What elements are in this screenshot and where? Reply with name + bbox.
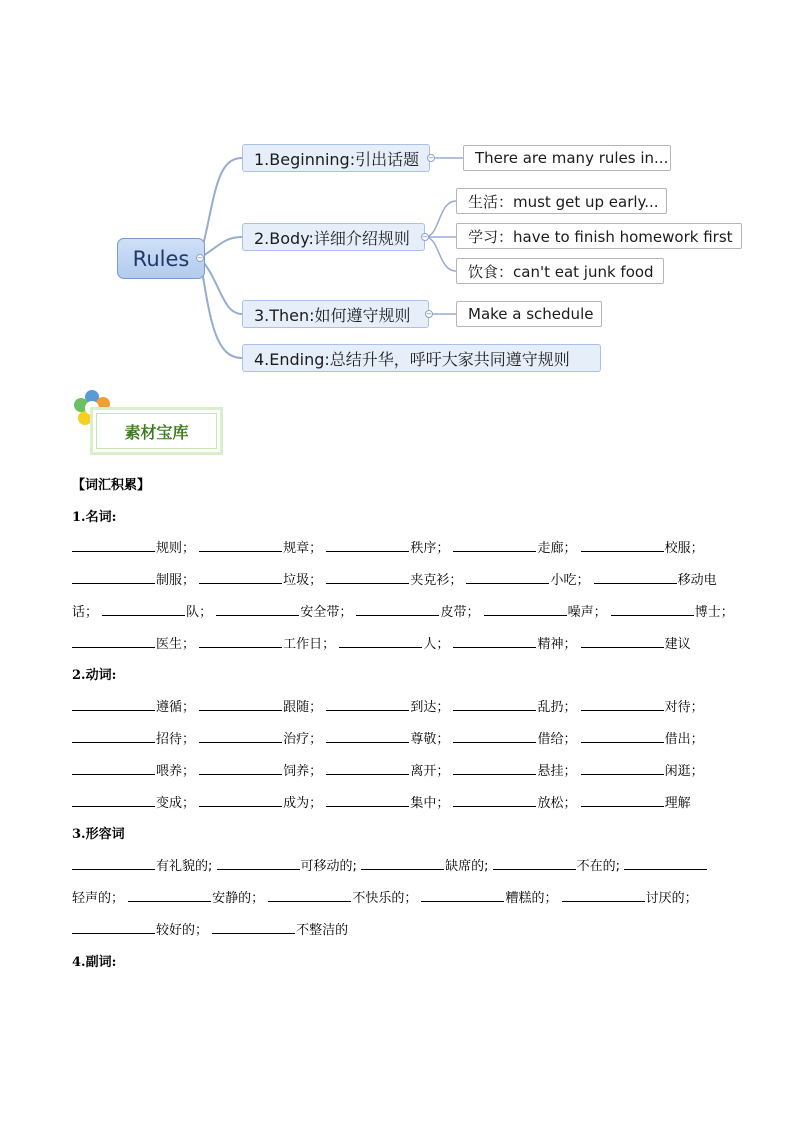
fill-blank[interactable] [102, 602, 185, 616]
word-label: 到达； [410, 700, 450, 715]
branch-label: 3.Then:如何遵守规则 [254, 305, 411, 325]
word-label: 成为； [283, 796, 323, 811]
word-label: 噪声； [567, 605, 607, 620]
nouns-line-4 [72, 633, 691, 652]
leaf-label: 生活：must get up early... [468, 192, 659, 211]
fill-blank[interactable] [484, 602, 567, 616]
fill-blank[interactable] [326, 793, 409, 807]
fill-blank[interactable] [326, 697, 409, 711]
fill-blank[interactable] [199, 761, 282, 775]
nouns-line-2 [72, 569, 717, 588]
word-label: 缺席的; [445, 859, 489, 874]
word-label: 放松； [537, 796, 577, 811]
word-label: 不整洁的 [296, 923, 349, 938]
fill-blank[interactable] [72, 697, 155, 711]
material-library-box [90, 407, 223, 455]
word-label: 跟随； [283, 700, 323, 715]
word-label: 对待； [664, 700, 704, 715]
fill-blank[interactable] [453, 793, 536, 807]
adjectives-line-2 [72, 887, 698, 906]
connector-branch2-leaf3 [425, 237, 456, 271]
word-label: 秩序； [410, 541, 450, 556]
fill-blank[interactable] [453, 538, 536, 552]
fill-blank[interactable] [199, 538, 282, 552]
collapse-toggle-branch1-icon[interactable]: − [428, 154, 434, 162]
word-label: 较好的； [156, 923, 209, 938]
connector-root-branch3 [200, 258, 242, 314]
fill-blank[interactable] [361, 856, 444, 870]
mindmap-branch-2[interactable] [242, 223, 425, 251]
verbs-line-2 [72, 728, 704, 747]
word-label: 治疗； [283, 732, 323, 747]
word-label: 遵循； [156, 700, 196, 715]
fill-blank[interactable] [624, 856, 707, 870]
word-label: 不在的; [576, 859, 620, 874]
fill-blank[interactable] [421, 888, 504, 902]
word-label: 可移动的; [300, 859, 357, 874]
mindmap-connectors [0, 0, 794, 400]
verbs-line-1 [72, 696, 704, 715]
word-label: 工作日； [283, 637, 336, 652]
verbs-line-3 [72, 760, 704, 779]
word-label: 有礼貌的; [156, 859, 213, 874]
word-label: 饲养； [283, 764, 323, 779]
fill-blank[interactable] [128, 888, 211, 902]
section-heading-adverbs: 4.副词: [72, 955, 117, 970]
fill-blank[interactable] [581, 761, 664, 775]
fill-blank[interactable] [72, 538, 155, 552]
fill-blank[interactable] [199, 793, 282, 807]
connector-branch2-leaf1 [425, 201, 456, 237]
word-label: 博士； [694, 605, 734, 620]
fill-blank[interactable] [199, 697, 282, 711]
fill-blank[interactable] [562, 888, 645, 902]
connector-root-branch4 [200, 258, 242, 358]
word-label: 集中； [410, 796, 450, 811]
fill-blank[interactable] [199, 729, 282, 743]
word-label: 闲逛； [664, 764, 704, 779]
word-label: 小吃； [550, 573, 590, 588]
adjectives-line-1 [72, 855, 708, 874]
leaf-label: 饮食：can't eat junk food [468, 262, 654, 281]
branch-label: 2.Body:详细介绍规则 [254, 228, 410, 248]
word-label: 轻声的； [72, 891, 125, 906]
branch-label: 4.Ending:总结升华，呼吁大家共同遵守规则 [254, 349, 570, 369]
word-label: 借出； [664, 732, 704, 747]
fill-blank[interactable] [326, 761, 409, 775]
word-label: 夹克衫； [410, 573, 463, 588]
material-library-title: 素材宝库 [96, 413, 217, 449]
verbs-line-4 [72, 792, 691, 811]
fill-blank[interactable] [217, 856, 300, 870]
word-label: 悬挂； [537, 764, 577, 779]
word-label: 乱扔； [537, 700, 577, 715]
mindmap-branch-4[interactable] [242, 344, 601, 372]
mindmap-leaf[interactable] [463, 145, 671, 171]
word-label: 理解 [664, 796, 691, 811]
word-label: 喂养； [156, 764, 196, 779]
adjectives-line-3 [72, 919, 348, 938]
mindmap-leaf[interactable] [456, 188, 667, 214]
word-label: 校服； [664, 541, 704, 556]
fill-blank[interactable] [339, 634, 422, 648]
mindmap-root-node[interactable] [117, 238, 205, 279]
fill-blank[interactable] [72, 761, 155, 775]
mindmap-leaf[interactable] [456, 301, 602, 327]
collapse-toggle-branch2-icon[interactable]: − [422, 233, 428, 241]
fill-blank[interactable] [199, 570, 282, 584]
fill-blank[interactable] [581, 729, 664, 743]
nouns-line-3 [72, 601, 734, 620]
collapse-toggle-root-icon[interactable]: − [197, 254, 203, 262]
leaf-label: Make a schedule [468, 305, 594, 323]
fill-blank[interactable] [216, 602, 299, 616]
mindmap-leaf[interactable] [456, 223, 742, 249]
fill-blank[interactable] [72, 856, 155, 870]
fill-blank[interactable] [72, 634, 155, 648]
fill-blank[interactable] [326, 570, 409, 584]
fill-blank[interactable] [199, 634, 282, 648]
fill-blank[interactable] [581, 538, 664, 552]
fill-blank[interactable] [453, 761, 536, 775]
word-label: 垃圾； [283, 573, 323, 588]
mindmap-branch-1[interactable] [242, 144, 430, 172]
word-label: 不快乐的； [352, 891, 418, 906]
word-label: 建议 [664, 637, 691, 652]
section-heading-nouns: 1.名词: [72, 510, 117, 525]
word-label: 精神； [537, 637, 577, 652]
fill-blank[interactable] [212, 920, 295, 934]
word-label: 糟糕的； [505, 891, 558, 906]
word-label: 队； [186, 605, 213, 620]
word-label: 人； [423, 637, 450, 652]
fill-blank[interactable] [326, 538, 409, 552]
word-label: 皮带； [440, 605, 480, 620]
fill-blank[interactable] [268, 888, 351, 902]
word-label: 话； [72, 605, 99, 620]
fill-blank[interactable] [326, 729, 409, 743]
word-label: 借给； [537, 732, 577, 747]
vocab-heading: 【词汇积累】 [72, 478, 151, 493]
fill-blank[interactable] [356, 602, 439, 616]
word-label: 尊敬； [410, 732, 450, 747]
leaf-label: 学习：have to finish homework first [468, 227, 733, 246]
word-label: 讨厌的； [645, 891, 698, 906]
section-heading-verbs: 2.动词: [72, 668, 117, 683]
word-label: 移动电 [677, 573, 717, 588]
root-label: Rules [132, 246, 190, 271]
word-label: 制服； [156, 573, 196, 588]
word-label: 离开； [410, 764, 450, 779]
fill-blank[interactable] [453, 634, 536, 648]
word-label: 招待； [156, 732, 196, 747]
collapse-toggle-branch3-icon[interactable]: − [426, 310, 432, 318]
word-label: 规章； [283, 541, 323, 556]
branch-label: 1.Beginning:引出话题 [254, 149, 420, 169]
connector-root-branch2 [200, 237, 242, 258]
section-heading-adjectives: 3.形容词 [72, 827, 125, 842]
fill-blank[interactable] [453, 697, 536, 711]
fill-blank[interactable] [493, 856, 576, 870]
word-label: 安静的； [212, 891, 265, 906]
fill-blank[interactable] [594, 570, 677, 584]
word-label: 走廊； [537, 541, 577, 556]
fill-blank[interactable] [581, 697, 664, 711]
fill-blank[interactable] [611, 602, 694, 616]
word-label: 规则； [156, 541, 196, 556]
fill-blank[interactable] [72, 729, 155, 743]
word-label: 变成； [156, 796, 196, 811]
fill-blank[interactable] [581, 634, 664, 648]
fill-blank[interactable] [581, 793, 664, 807]
mindmap-branch-3[interactable] [242, 300, 429, 328]
leaf-label: There are many rules in... [475, 149, 669, 167]
fill-blank[interactable] [453, 729, 536, 743]
nouns-line-1 [72, 537, 704, 556]
fill-blank[interactable] [72, 570, 155, 584]
fill-blank[interactable] [466, 570, 549, 584]
word-label: 医生； [156, 637, 196, 652]
fill-blank[interactable] [72, 793, 155, 807]
fill-blank[interactable] [72, 920, 155, 934]
mindmap-leaf[interactable] [456, 258, 664, 284]
word-label: 安全带； [300, 605, 353, 620]
